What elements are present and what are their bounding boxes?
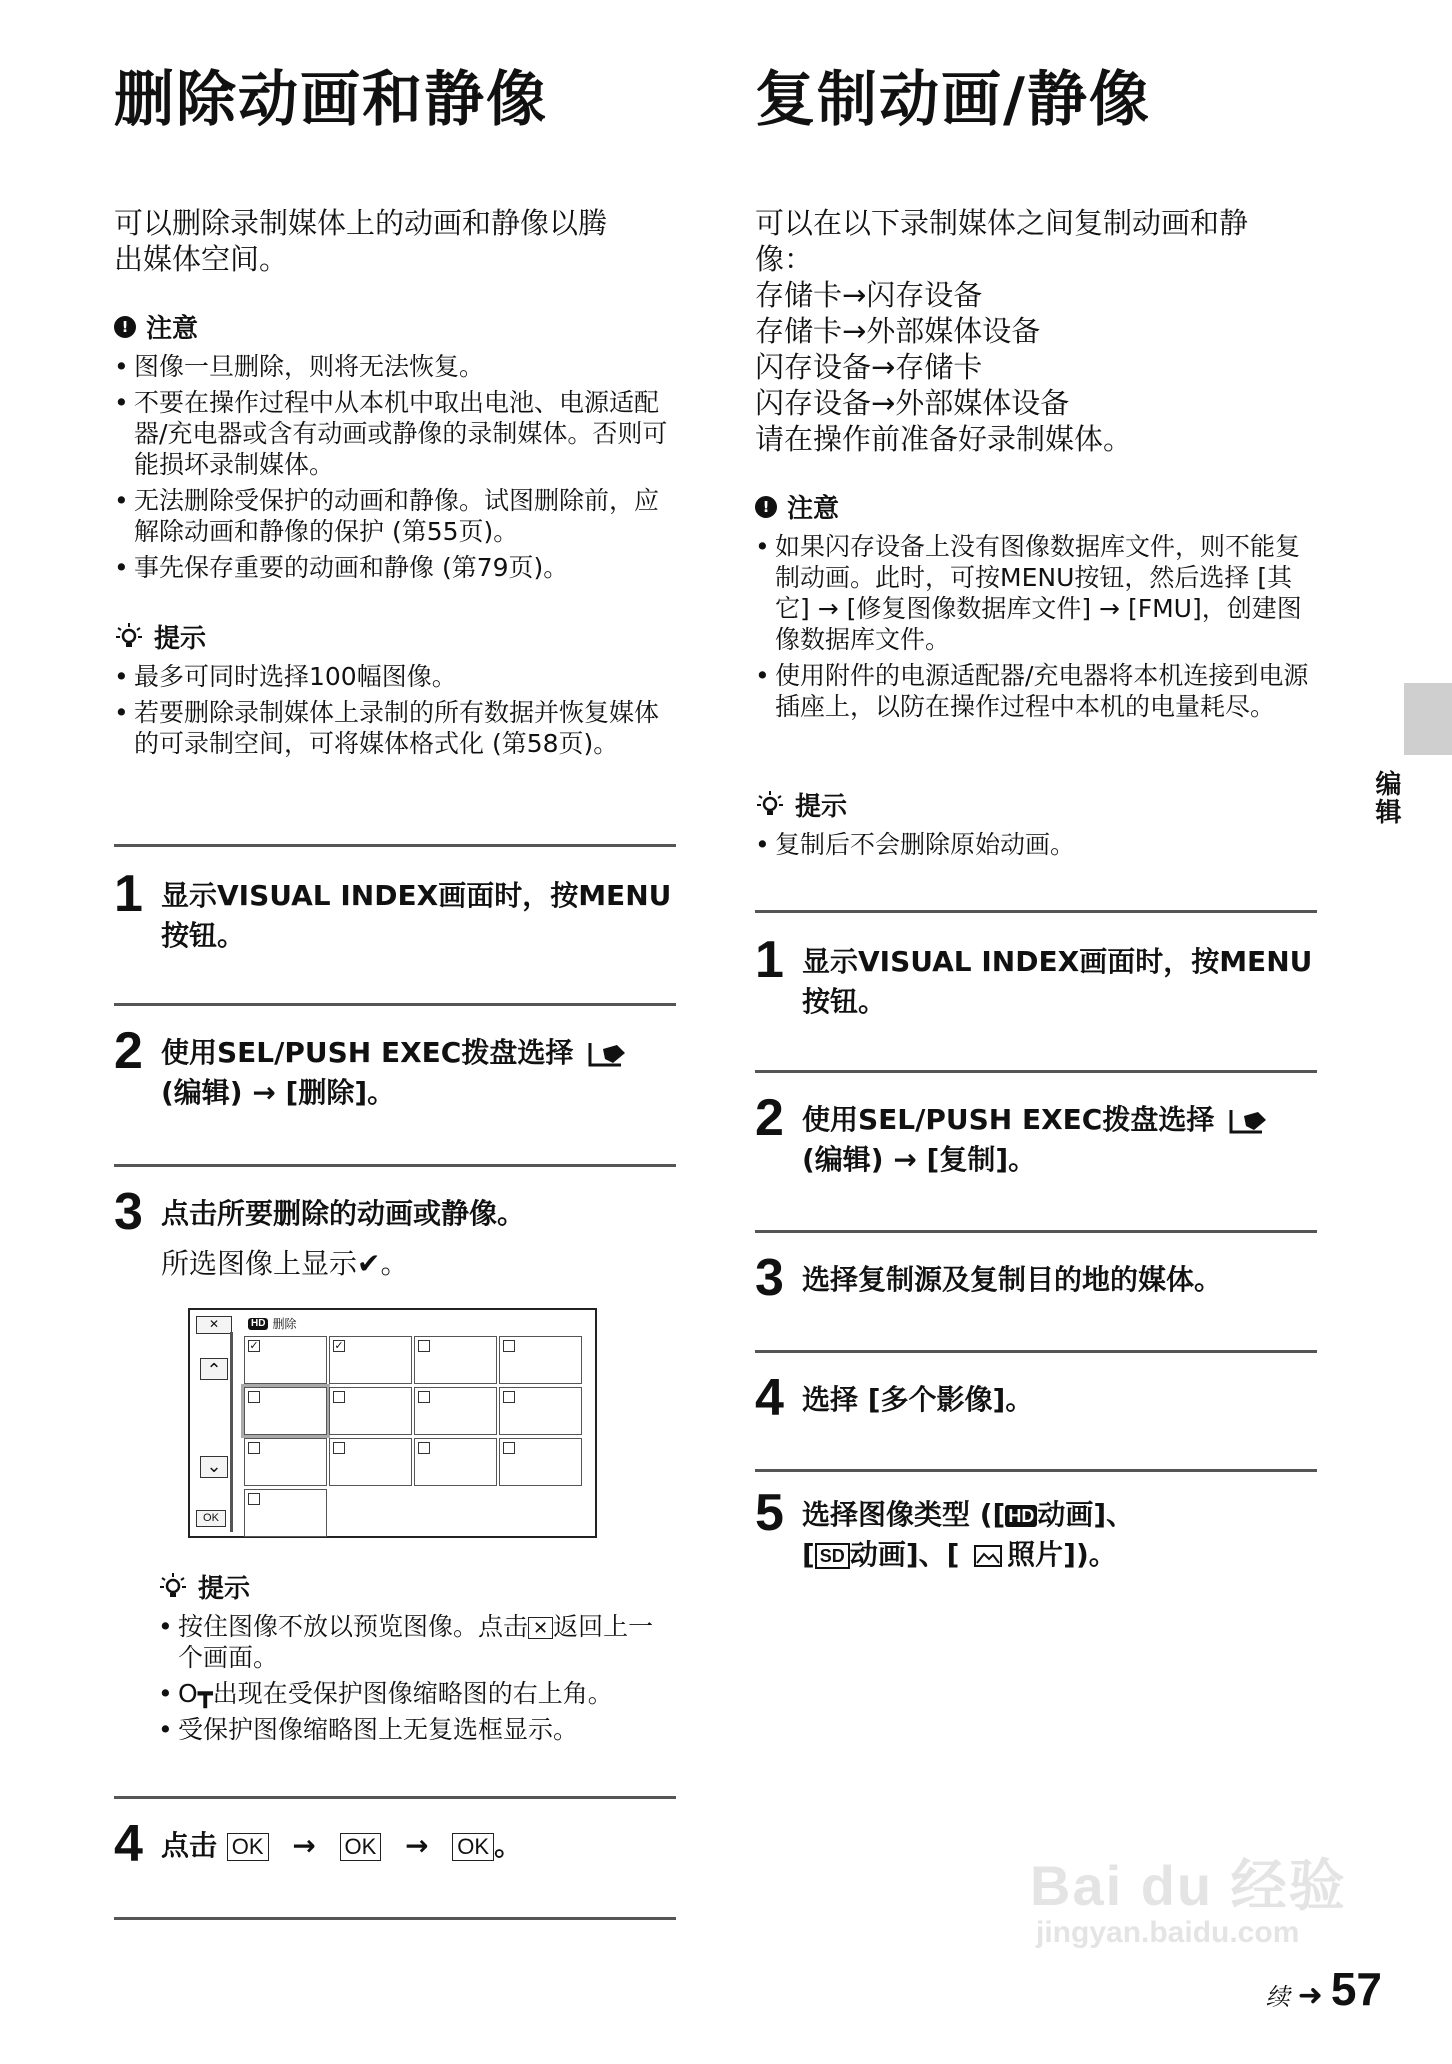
step-text: 显示VISUAL INDEX画面时，按MENU按钮。: [161, 879, 672, 952]
step-text: 选择 [多个影像]。: [802, 1383, 1034, 1416]
divider: [755, 1469, 1317, 1472]
page-footer: [1266, 1962, 1382, 2016]
divider: [755, 1230, 1317, 1233]
step-text: 选择图像类型 ([: [802, 1498, 1006, 1531]
ok-button[interactable]: OK: [196, 1510, 226, 1527]
thumbnail-cell[interactable]: [499, 1438, 582, 1486]
intro-line: 出媒体空间。: [114, 242, 289, 276]
caution-section: [755, 488, 1317, 727]
checkbox[interactable]: ✓: [249, 1339, 259, 1352]
caution-item: • 如果闪存设备上没有图像数据库文件，则不能复制动画。此时，可按MENU按钮，然后选择 [其它] → [修复图像数据库文件] → [FMU]，创建图像数据库文件。: [755, 531, 1317, 655]
intro-line: 闪存设备→存储卡: [755, 350, 983, 384]
intro-delete: [114, 205, 607, 277]
step-5: [755, 1484, 1317, 1575]
thumbnail-cell[interactable]: [244, 1387, 327, 1435]
step-3: [755, 1249, 1317, 1307]
intro-line: 闪存设备→外部媒体设备: [755, 386, 1070, 420]
step-text: 使用SEL/PUSH EXEC拨盘选择: [802, 1103, 1215, 1136]
screen-header: [248, 1315, 296, 1332]
step-text: 显示VISUAL INDEX画面时，按MENU按钮。: [802, 945, 1313, 1018]
screen-header-label: 删除: [272, 1317, 297, 1331]
tip-item: • O┳出现在受保护图像缩略图的右上角。: [158, 1678, 676, 1709]
intro-line: 存储卡→闪存设备: [755, 278, 983, 312]
step-4: [114, 1815, 676, 1873]
hd-icon: HD: [1005, 1505, 1037, 1527]
step-text: [: [802, 1538, 815, 1571]
close-button[interactable]: ✕: [196, 1316, 232, 1334]
divider: [114, 1164, 676, 1167]
section-tab-label: 编辑: [1371, 770, 1401, 826]
tip-text: 返回上一个画面。: [178, 1612, 654, 1672]
step-text: 选择复制源及复制目的地的媒体。: [802, 1263, 1223, 1296]
step-number: 1: [755, 931, 784, 989]
checkbox[interactable]: [333, 1442, 345, 1454]
tip-item: • 受保护图像缩略图上无复选框显示。: [158, 1714, 676, 1745]
checkbox[interactable]: [503, 1340, 515, 1352]
tip-section-2: [158, 1568, 676, 1750]
tip-item: [158, 1611, 676, 1673]
tip-heading: 提示: [198, 1574, 251, 1604]
step-1: [755, 931, 1317, 1022]
checkbox[interactable]: [418, 1442, 430, 1454]
step-number: 1: [114, 865, 143, 923]
scrollbar[interactable]: [230, 1332, 233, 1532]
thumbnail-cell[interactable]: [244, 1438, 327, 1486]
section-tab: [1404, 683, 1452, 755]
divider: [755, 1350, 1317, 1353]
checkbox[interactable]: [248, 1442, 260, 1454]
step-text: (编辑) → [复制]。: [802, 1143, 1037, 1176]
checkbox[interactable]: [248, 1493, 260, 1505]
divider: [114, 1796, 676, 1799]
step-3: [114, 1183, 676, 1284]
delete-screen-illustration: [188, 1308, 597, 1538]
step-text: 点击: [161, 1829, 218, 1862]
divider: [755, 1070, 1317, 1073]
step-text: 照片])。: [1007, 1538, 1117, 1571]
intro-line: 可以删除录制媒体上的动画和静像以腾: [114, 206, 608, 240]
thumbnail-cell[interactable]: [499, 1387, 582, 1435]
intro-line: 存储卡→外部媒体设备: [755, 314, 1041, 348]
thumbnail-cell[interactable]: [329, 1336, 412, 1384]
close-icon: ✕: [528, 1617, 553, 1639]
thumbnail-cell[interactable]: [244, 1336, 327, 1384]
page-number: 57: [1330, 1963, 1382, 2015]
step-text: 动画]、: [1037, 1498, 1135, 1531]
divider: [114, 844, 676, 847]
thumbnail-cell[interactable]: [329, 1387, 412, 1435]
checkbox[interactable]: [418, 1391, 430, 1403]
arrow-icon: →: [405, 1829, 429, 1862]
tip-heading: 提示: [795, 792, 848, 822]
step-text: 点击所要删除的动画或静像。: [161, 1197, 526, 1230]
caution-item: • 事先保存重要的动画和静像 (第79页)。: [114, 552, 676, 583]
tip-section: [114, 618, 676, 764]
continue-arrow-icon: ➜: [1297, 1978, 1323, 2013]
step-4: [755, 1369, 1317, 1427]
divider: [755, 910, 1317, 913]
sd-icon: SD: [815, 1543, 850, 1569]
lightbulb-icon: [114, 622, 144, 652]
thumbnail-cell[interactable]: [414, 1438, 497, 1486]
thumbnail-cell[interactable]: [414, 1336, 497, 1384]
checkbox[interactable]: [418, 1340, 430, 1352]
edit-icon: [587, 1039, 629, 1069]
step-number: 5: [755, 1484, 784, 1542]
tip-heading: 提示: [154, 624, 207, 654]
step-text: (编辑) → [删除]。: [161, 1076, 396, 1109]
checkbox[interactable]: [503, 1442, 515, 1454]
caution-item: • 使用附件的电源适配器/充电器将本机连接到电源插座上，以防在操作过程中本机的电量耗尽。: [755, 660, 1317, 722]
scroll-up-button[interactable]: ⌃: [200, 1358, 228, 1380]
thumbnail-cell[interactable]: [329, 1438, 412, 1486]
hd-tag: HD: [248, 1318, 268, 1330]
intro-line: 可以在以下录制媒体之间复制动画和静: [755, 206, 1249, 240]
tip-item: • 最多可同时选择100幅图像。: [114, 661, 676, 692]
intro-line: 像：: [755, 242, 814, 276]
step-subtext: 所选图像上显示✔。: [161, 1247, 409, 1280]
thumbnail-cell[interactable]: [499, 1336, 582, 1384]
step-2: [114, 1022, 676, 1113]
intro-copy: [755, 205, 1248, 457]
step-number: 4: [114, 1815, 143, 1873]
continued-label: 续: [1265, 1983, 1290, 2011]
checkbox[interactable]: [333, 1391, 345, 1403]
lightbulb-icon: [158, 1572, 188, 1602]
lightbulb-icon: [755, 790, 785, 820]
scroll-down-button[interactable]: ⌄: [200, 1456, 228, 1478]
step-text: 。: [494, 1829, 523, 1862]
tip-item: • 复制后不会删除原始动画。: [755, 829, 1317, 860]
photo-icon: [973, 1544, 1003, 1568]
ok-label: OK: [452, 1833, 494, 1861]
watermark-url: jingyan.baidu.com: [1036, 1916, 1300, 1949]
step-1: [114, 865, 676, 956]
ok-label: OK: [340, 1833, 382, 1861]
checkbox[interactable]: [248, 1391, 260, 1403]
caution-heading: 注意: [146, 314, 199, 344]
divider: [114, 1917, 676, 1920]
tip-item: • 若要删除录制媒体上录制的所有数据并恢复媒体的可录制空间，可将媒体格式化 (第58页)。: [114, 697, 676, 759]
caution-heading: 注意: [787, 494, 840, 524]
tip-text: 按住图像不放以预览图像。点击: [178, 1612, 529, 1641]
step-text: 动画]、[: [849, 1538, 960, 1571]
edit-icon: [1228, 1106, 1270, 1136]
baidu-watermark: [1030, 1842, 1347, 1950]
caution-icon: !: [114, 316, 136, 338]
caution-item: • 图像一旦删除，则将无法恢复。: [114, 351, 676, 382]
step-2: [755, 1089, 1317, 1180]
tip-section: [755, 786, 1317, 865]
caution-item: • 不要在操作过程中从本机中取出电池、电源适配器/充电器或含有动画或静像的录制媒体。否则可能损坏录制媒体。: [114, 387, 676, 480]
watermark-brand: Bai du 经验: [1030, 1854, 1347, 1917]
caution-section: [114, 308, 676, 588]
thumbnail-cell[interactable]: [414, 1387, 497, 1435]
checkbox[interactable]: [503, 1391, 515, 1403]
checkbox[interactable]: ✓: [334, 1339, 344, 1352]
step-text: 使用SEL/PUSH EXEC拨盘选择: [161, 1036, 574, 1069]
page-title-copy: 复制动画/静像: [755, 65, 1151, 135]
thumbnail-cell[interactable]: [244, 1489, 327, 1537]
step-number: 3: [114, 1183, 143, 1241]
ok-label: OK: [227, 1833, 269, 1861]
step-number: 2: [755, 1089, 784, 1147]
step-number: 4: [755, 1369, 784, 1427]
intro-line: 请在操作前准备好录制媒体。: [755, 422, 1133, 456]
page-title-delete: 删除动画和静像: [114, 65, 548, 135]
arrow-icon: →: [292, 1829, 316, 1862]
step-number: 3: [755, 1249, 784, 1307]
caution-icon: !: [755, 496, 777, 518]
divider: [114, 1003, 676, 1006]
step-number: 2: [114, 1022, 143, 1080]
caution-item: • 无法删除受保护的动画和静像。试图删除前，应解除动画和静像的保护 (第55页)。: [114, 485, 676, 547]
